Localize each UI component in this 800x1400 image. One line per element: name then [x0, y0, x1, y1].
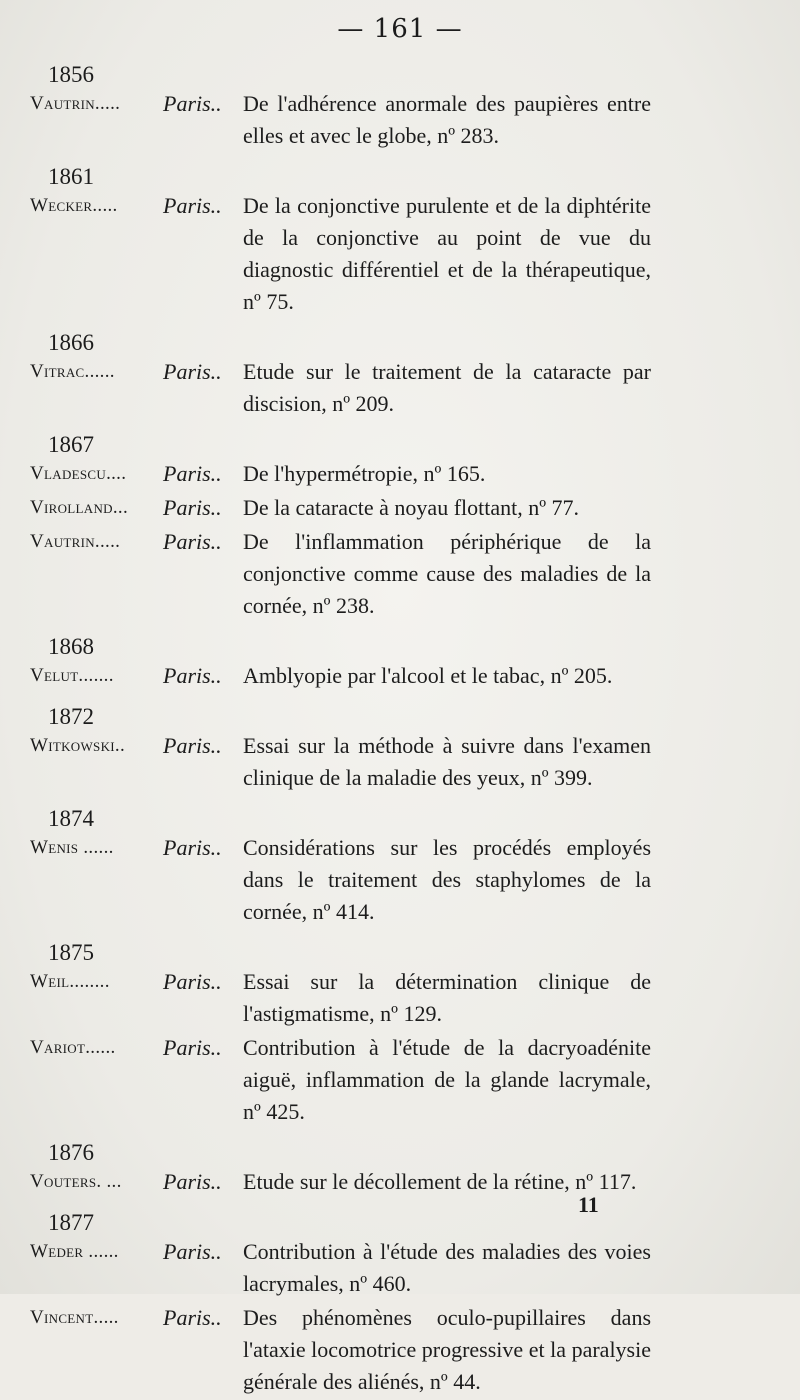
bibliography-entry — [30, 1302, 670, 1398]
bibliography-entry — [30, 1166, 670, 1198]
year-heading: 1875 — [48, 940, 94, 965]
city-name: Paris.. — [163, 461, 222, 486]
author-name: Vautrin..... — [30, 93, 121, 114]
year-heading: 1872 — [48, 704, 94, 729]
city-name: Paris.. — [163, 835, 222, 860]
thesis-title: De la cataracte à noyau flottant, nº 77. — [243, 495, 580, 520]
city-name: Paris.. — [163, 91, 222, 116]
thesis-title: De l'hypermétropie, nº 165. — [243, 461, 486, 486]
year-heading: 1866 — [48, 330, 94, 355]
city-name: Paris.. — [163, 193, 222, 218]
year-heading: 1856 — [48, 62, 94, 87]
author-name: Vautrin..... — [30, 531, 121, 552]
thesis-title: Essai sur la méthode à suivre dans l'examen clinique de la maladie des yeux, nº 399. — [243, 733, 651, 790]
thesis-title: Essai sur la détermination clinique de l'astigmatisme, nº 129. — [243, 969, 651, 1026]
bibliography-entry — [30, 88, 670, 152]
author-name: Witkowski.. — [30, 735, 125, 756]
year-heading: 1876 — [48, 1140, 94, 1165]
author-name: Wecker..... — [30, 195, 118, 216]
thesis-title: Contribution à l'étude des maladies des voies lacrymales, nº 460. — [243, 1239, 651, 1296]
author-name: Virolland... — [30, 497, 129, 518]
thesis-title: De l'adhérence anormale des paupières entre elles et avec le globe, nº 283. — [243, 91, 651, 148]
author-name: Weil........ — [30, 971, 110, 992]
signature-mark: 11 — [578, 1192, 599, 1217]
bibliography-entry — [30, 966, 670, 1030]
thesis-title: Des phénomènes oculo-pupillaires dans l'ataxie locomotrice progressive et la paralysie générale des aliénés, nº 44. — [243, 1305, 651, 1394]
year-heading: 1861 — [48, 164, 94, 189]
thesis-title: Contribution à l'étude de la dacryoadénite aiguë, inflammation de la glande lacrymale, nº 425. — [243, 1035, 651, 1124]
thesis-title: Amblyopie par l'alcool et le tabac, nº 205. — [243, 663, 613, 688]
author-name: Weder ...... — [30, 1241, 119, 1262]
bibliography-list — [30, 62, 670, 1400]
bibliography-entry — [30, 190, 670, 318]
year-heading: 1877 — [48, 1210, 94, 1235]
city-name: Paris.. — [163, 1305, 222, 1330]
author-name: Vladescu.... — [30, 463, 127, 484]
bibliography-entry — [30, 660, 670, 692]
year-heading: 1874 — [48, 806, 94, 831]
year-heading: 1868 — [48, 634, 94, 659]
author-name: Vincent..... — [30, 1307, 119, 1328]
city-name: Paris.. — [163, 663, 222, 688]
city-name: Paris.. — [163, 359, 222, 384]
city-name: Paris.. — [163, 1035, 222, 1060]
bibliography-entry — [30, 492, 670, 524]
author-name: Velut....... — [30, 665, 114, 686]
thesis-title: Etude sur le traitement de la cataracte par discision, nº 209. — [243, 359, 651, 416]
bibliography-entry — [30, 526, 670, 622]
bibliography-entry — [30, 458, 670, 490]
thesis-title: Considérations sur les procédés employés dans le traitement des staphylomes de la cornée, nº 414. — [243, 835, 651, 924]
city-name: Paris.. — [163, 733, 222, 758]
author-name: Wenis ...... — [30, 837, 114, 858]
bibliography-entry — [30, 832, 670, 928]
city-name: Paris.. — [163, 495, 222, 520]
bibliography-entry — [30, 730, 670, 794]
thesis-title: De la conjonctive purulente et de la diphtérite de la conjonctive au point de vue du diagnostic différentiel et de la thérapeutique, nº 75. — [243, 193, 651, 314]
bibliography-entry — [30, 1236, 670, 1300]
author-name: Vouters. ... — [30, 1171, 122, 1192]
bibliography-entry — [30, 356, 670, 420]
city-name: Paris.. — [163, 1169, 222, 1194]
page-number: — 161 — — [337, 14, 463, 44]
city-name: Paris.. — [163, 1239, 222, 1264]
bibliography-entry — [30, 1032, 670, 1128]
author-name: Vitrac...... — [30, 361, 115, 382]
thesis-title: Etude sur le décollement de la rétine, nº 117. — [243, 1169, 637, 1194]
author-name: Variot...... — [30, 1037, 116, 1058]
city-name: Paris.. — [163, 529, 222, 554]
year-heading: 1867 — [48, 432, 94, 457]
thesis-title: De l'inflammation périphérique de la conjonctive comme cause des maladies de la cornée, nº 238. — [243, 529, 651, 618]
city-name: Paris.. — [163, 969, 222, 994]
